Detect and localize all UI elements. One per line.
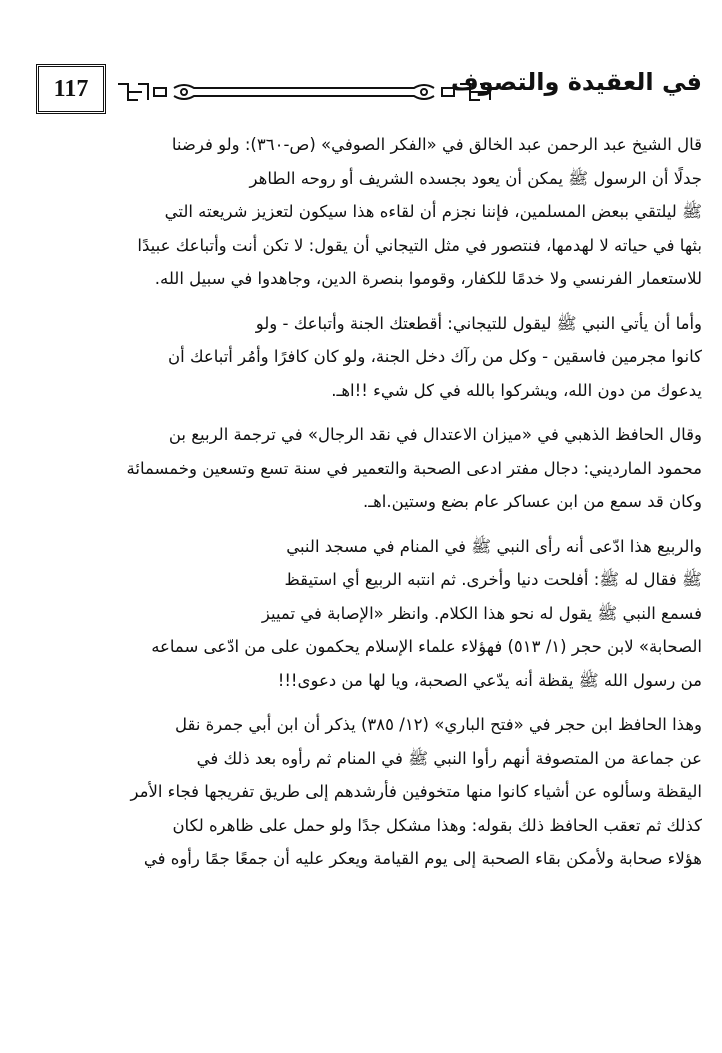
text-line: الصحابة» لابن حجر (١/ ٥١٣) فهؤلاء علماء الإسلام يحكمون على من ادّعى سماعه	[151, 637, 702, 656]
paragraph-2	[30, 307, 702, 408]
header-ornament	[114, 78, 494, 106]
page-number: 117	[53, 75, 89, 102]
text-line: كانوا مجرمين فاسقين - وكل من رآك دخل الجنة، ولو كان كافرًا وأمُر أتباعك أن	[168, 347, 702, 366]
text-line: ﷺ ليلتقي ببعض المسلمين، فإننا نجزم أن لقاءه هذا سيكون لتعزيز شريعته التي	[164, 202, 702, 221]
text-line: وكان قد سمع من ابن عساكر عام بضع وستين.اهـ.	[363, 492, 702, 511]
page-header	[30, 62, 702, 126]
text-line: هؤلاء صحابة ولأمكن بقاء الصحبة إلى يوم القيامة ويعكر عليه أن جمعًا جمًا رأوه في	[143, 849, 702, 868]
text-line: والربيع هذا ادّعى أنه رأى النبي ﷺ في المنام في مسجد النبي	[286, 536, 702, 556]
text-line: ﷺ فقال له ﷺ: أفلحت دنيا وأخرى. ثم انتبه الربيع أي استيقظ	[284, 570, 702, 589]
text-line: وأما أن يأتي النبي ﷺ ليقول للتيجاني: أقطعتك الجنة وأتباعك - ولو	[255, 313, 702, 333]
text-line: جدلًا أن الرسول ﷺ يمكن أن يعود بجسده الشريف أو روحه الطاهر	[249, 168, 702, 188]
body-text	[30, 128, 702, 876]
text-line: قال الشيخ عبد الرحمن عبد الخالق في «الفكر الصوفي» (ص-٣٦٠): ولو فرضنا	[171, 135, 702, 154]
text-line: محمود المارديني: دجال مفتر ادعى الصحبة والتعمير في سنة تسع وتسعين وخمسمائة	[126, 458, 702, 478]
text-line: كذلك ثم تعقب الحافظ ذلك بقوله: وهذا مشكل جدًا ولو حمل على ظاهره لكان	[172, 815, 702, 835]
paragraph-1	[30, 128, 702, 296]
text-line: فسمع النبي ﷺ يقول له نحو هذا الكلام. وانظر «الإصابة في تمييز	[261, 603, 702, 623]
paragraph-4	[30, 530, 702, 698]
text-line: اليقظة وسألوه عن أشياء كانوا منها متخوفين فأرشدهم إلى طريق تفريجها فجاء الأمر	[130, 782, 702, 801]
paragraph-5	[30, 708, 702, 876]
running-title: في العقيدة والتصوف	[450, 68, 702, 96]
text-line: عن جماعة من المتصوفة أنهم رأوا النبي ﷺ في المنام ثم رأوه بعد ذلك في	[196, 748, 702, 768]
text-line: وهذا الحافظ ابن حجر في «فتح الباري» (١٢/ ٣٨٥) يذكر أن ابن أبي جمرة نقل	[174, 715, 702, 734]
text-line: وقال الحافظ الذهبي في «ميزان الاعتدال في نقد الرجال» في ترجمة الربيع بن	[168, 425, 702, 444]
text-line: للاستعمار الفرنسي ولا خدمًا للكفار، وقوموا بنصرة الدين، وجاهدوا في سبيل الله.	[154, 269, 702, 288]
paragraph-3	[30, 418, 702, 519]
text-line: من رسول الله ﷺ يقظة أنه يدّعي الصحبة، ويا لها من دعوى!!!	[277, 670, 702, 690]
text-line: بثها في حياته لا لهدمها، فنتصور في مثل التيجاني أن يقول: لا تكن أنت وأتباعك عبيدًا	[137, 235, 702, 255]
text-line: يدعوك من دون الله، ويشركوا بالله في كل شيء !!اهـ.	[331, 380, 702, 400]
page-number-box	[36, 64, 106, 114]
